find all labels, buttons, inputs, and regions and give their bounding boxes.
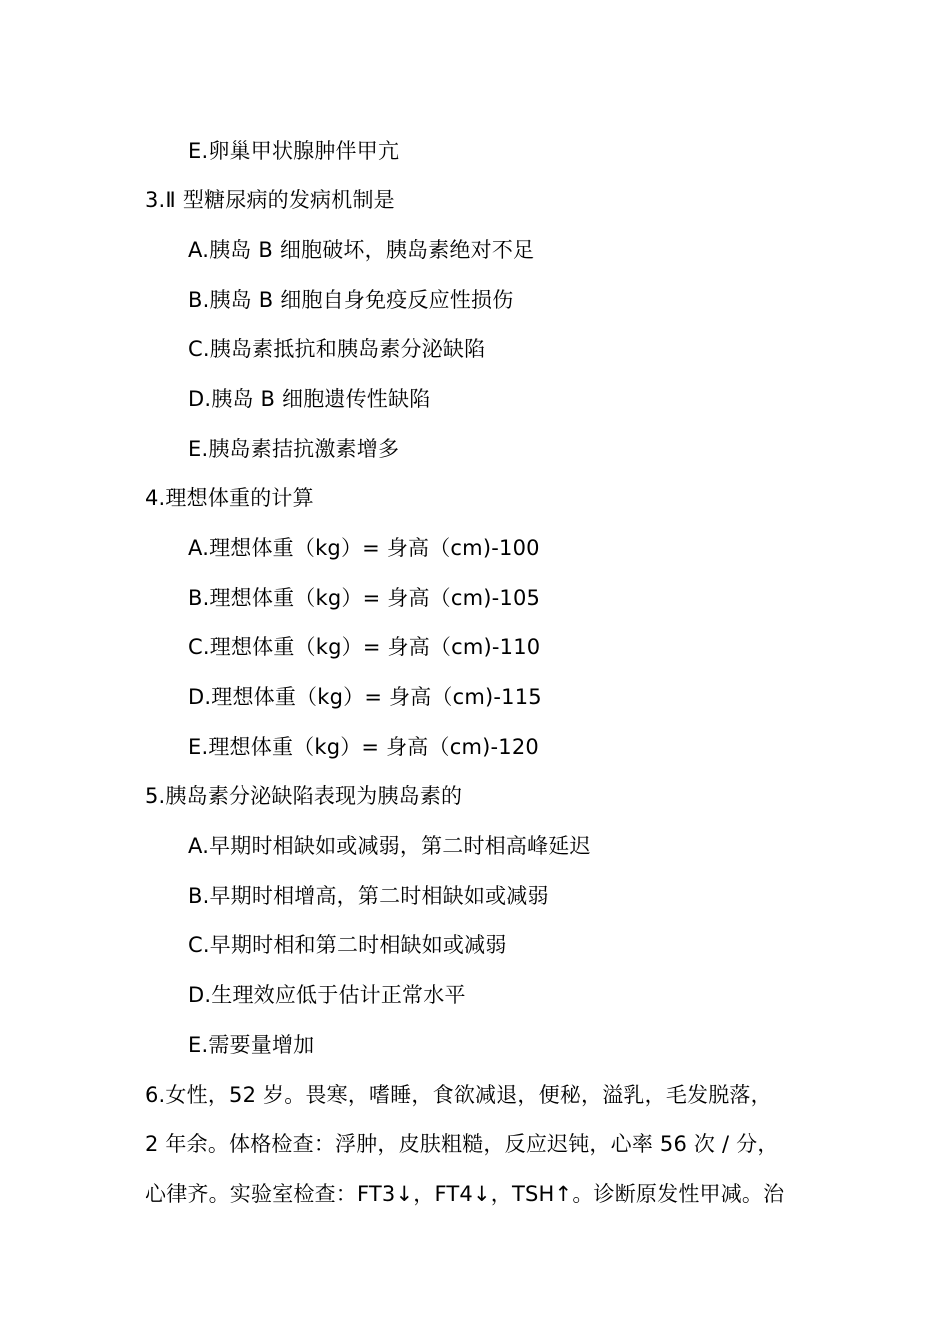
option-line: D.理想体重（kg）= 身高（cm)-115: [188, 685, 542, 709]
option-line: A.胰岛 B 细胞破坏，胰岛素绝对不足: [188, 238, 535, 262]
option-line: B.早期时相增高，第二时相缺如或减弱: [188, 884, 549, 908]
question-paragraph-line: 2 年余。体格检查：浮肿，皮肤粗糙，反应迟钝，心率 56 次 / 分，: [145, 1132, 779, 1156]
question-line: 5.胰岛素分泌缺陷表现为胰岛素的: [145, 784, 463, 808]
option-line: E.卵巢甲状腺肿伴甲亢: [188, 139, 400, 163]
option-line: B.理想体重（kg）= 身高（cm)-105: [188, 586, 541, 610]
option-line: A.理想体重（kg）= 身高（cm)-100: [188, 536, 540, 560]
question-line: 3.Ⅱ 型糖尿病的发病机制是: [145, 188, 395, 212]
option-line: E.理想体重（kg）= 身高（cm)-120: [188, 735, 539, 759]
question-paragraph-line: 6.女性，52 岁。畏寒，嗜睡，食欲减退，便秘，溢乳，毛发脱落，: [145, 1083, 772, 1107]
option-line: E.需要量增加: [188, 1033, 315, 1057]
option-line: E.胰岛素拮抗激素增多: [188, 437, 400, 461]
question-paragraph-line: 心律齐。实验室检查：FT3↓，FT4↓，TSH↑。诊断原发性甲减。治: [145, 1182, 785, 1206]
option-line: D.胰岛 B 细胞遗传性缺陷: [188, 387, 431, 411]
option-line: D.生理效应低于估计正常水平: [188, 983, 466, 1007]
option-line: A.早期时相缺如或减弱，第二时相高峰延迟: [188, 834, 591, 858]
question-line: 4.理想体重的计算: [145, 486, 314, 510]
option-line: B.胰岛 B 细胞自身免疫反应性损伤: [188, 288, 514, 312]
option-line: C.早期时相和第二时相缺如或减弱: [188, 933, 507, 957]
option-line: C.理想体重（kg）= 身高（cm)-110: [188, 635, 541, 659]
option-line: C.胰岛素抵抗和胰岛素分泌缺陷: [188, 337, 486, 361]
